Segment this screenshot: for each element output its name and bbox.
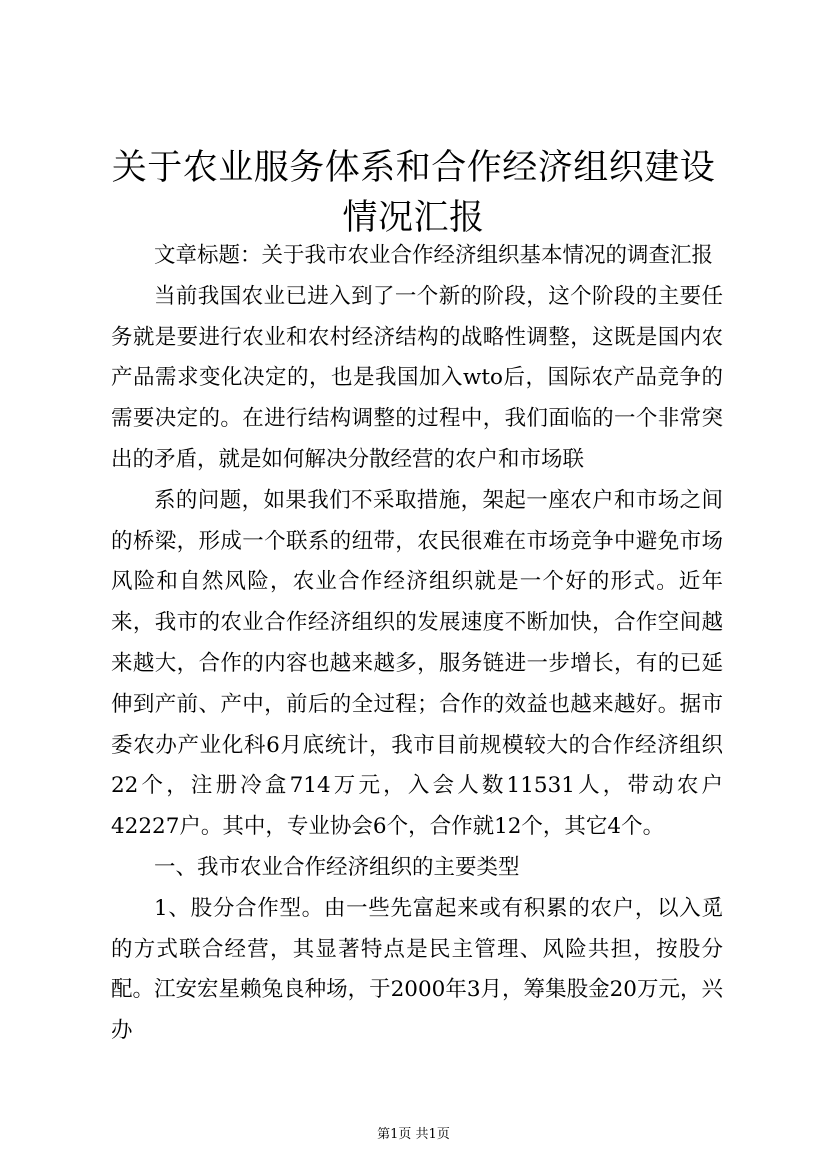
document-title: 关于农业服务体系和合作经济组织建设情况汇报 <box>111 148 716 238</box>
document-body <box>111 236 723 1052</box>
paragraph-intro: 当前我国农业已进入到了一个新的阶段，这个阶段的主要任务就是要进行农业和农村经济结构的战略性调整，这既是国内农产品需求变化决定的，也是我国加入wto后，国际农产品竞争的需要决定的。在进行结构调整的过程中，我们面临的一个非常突出的矛盾，就是如何解决分散经营的农户和市场联 <box>111 283 723 472</box>
paragraph-joint-stock-type: 1、股分合作型。由一些先富起来或有积累的农户，以入觅的方式联合经营，其显著特点是民主管理、风险共担，按股分配。江安宏星赖兔良种场，于2000年3月，筹集股金20万元，兴办 <box>111 895 723 1044</box>
page-footer: 第1页 共1页 <box>377 1127 450 1142</box>
section-heading-main-types: 一、我市农业合作经济组织的主要类型 <box>154 854 520 880</box>
paragraph-current-status: 系的问题，如果我们不采取措施，架起一座农户和市场之间的桥梁，形成一个联系的纽带，农民很难在市场竞争中避免市场风险和自然风险，农业合作经济组织就是一个好的形式。近年来，我市的农业合作经济组织的发展速度不断加快，合作空间越来越大，合作的内容也越来越多，服务链进一步增长，有的已延伸到产前、产中，前后的全过程；合作的效益也越来越好。据市委农办产业化科6月底统计，我市目前规模较大的合作经济组织22个，注册冷盒714万元，入会人数11531人，带动农户42227户。其中，专业协会6个，合作就12个，其它4个。 <box>111 487 723 840</box>
paragraph-article-title: 文章标题：关于我市农业合作经济组织基本情况的调查汇报 <box>154 243 714 268</box>
